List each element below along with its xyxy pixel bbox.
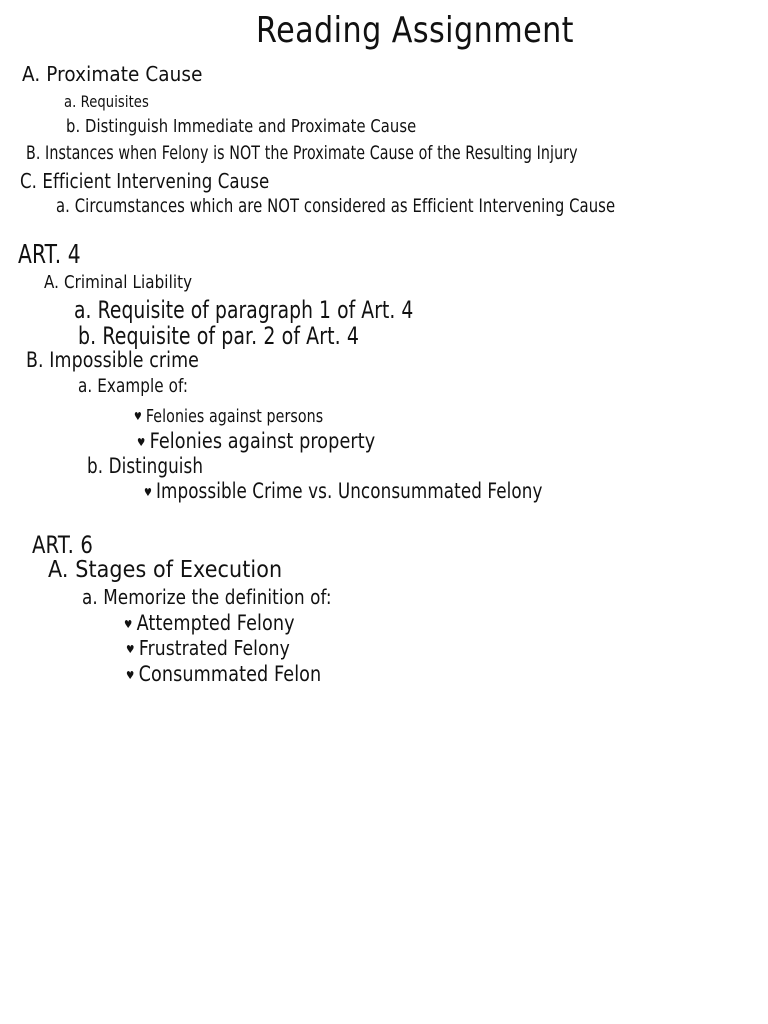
outline-subitem-circumstances: a. Circumstances which are NOT considered as Efficient Intervening Cause [56,195,616,217]
outline-subitem-example-of: a. Example of: [78,375,189,397]
outline-item-criminal-liability: A. Criminal Liability [44,272,193,293]
bullet-item-label: Consummated Felon [138,662,322,686]
heart-bullet-icon: ♥ [137,436,146,449]
outline-subitem-distinguish: b. Distinguish [87,454,204,478]
bullet-item-impossible-vs-unconsummated [144,481,543,502]
bullet-item-consummated-felon [126,664,321,685]
outline-item-stages-of-execution: A. Stages of Execution [48,557,283,583]
outline-subitem-requisite-par-2: b. Requisite of par. 2 of Art. 4 [78,322,359,350]
bullet-item-label: Frustrated Felony [138,636,290,660]
section-heading-art-6: ART. 6 [32,531,93,559]
outline-item-b-instances: B. Instances when Felony is NOT the Proximate Cause of the Resulting Injury [26,142,578,164]
bullet-item-attempted-felony [124,613,295,634]
outline-subitem-memorize-definition: a. Memorize the definition of: [82,585,332,609]
outline-subitem-requisite-paragraph-1: a. Requisite of paragraph 1 of Art. 4 [74,296,414,324]
heart-bullet-icon: ♥ [126,669,135,682]
bullet-item-label: Felonies against property [149,429,376,453]
bullet-item-felonies-against-persons [134,408,323,426]
outline-item-a-proximate-cause: A. Proximate Cause [22,62,203,86]
outline-item-c-efficient-intervening-cause: C. Efficient Intervening Cause [20,169,270,193]
outline-subitem-requisites: a. Requisites [64,92,149,111]
bullet-item-felonies-against-property [137,431,375,452]
heart-bullet-icon: ♥ [144,486,152,499]
bullet-item-label: Impossible Crime vs. Unconsummated Felony [155,479,543,503]
outline-item-impossible-crime: B. Impossible crime [26,348,199,372]
page-title: Reading Assignment [256,10,574,51]
outline-subitem-distinguish-causes: b. Distinguish Immediate and Proximate Cause [66,116,417,137]
heart-bullet-icon: ♥ [124,618,133,631]
section-heading-art-4: ART. 4 [18,240,81,270]
heart-bullet-icon: ♥ [134,410,142,423]
heart-bullet-icon: ♥ [126,643,135,656]
bullet-item-label: Felonies against persons [145,406,324,427]
bullet-item-frustrated-felony [126,638,290,658]
bullet-item-label: Attempted Felony [136,611,295,635]
